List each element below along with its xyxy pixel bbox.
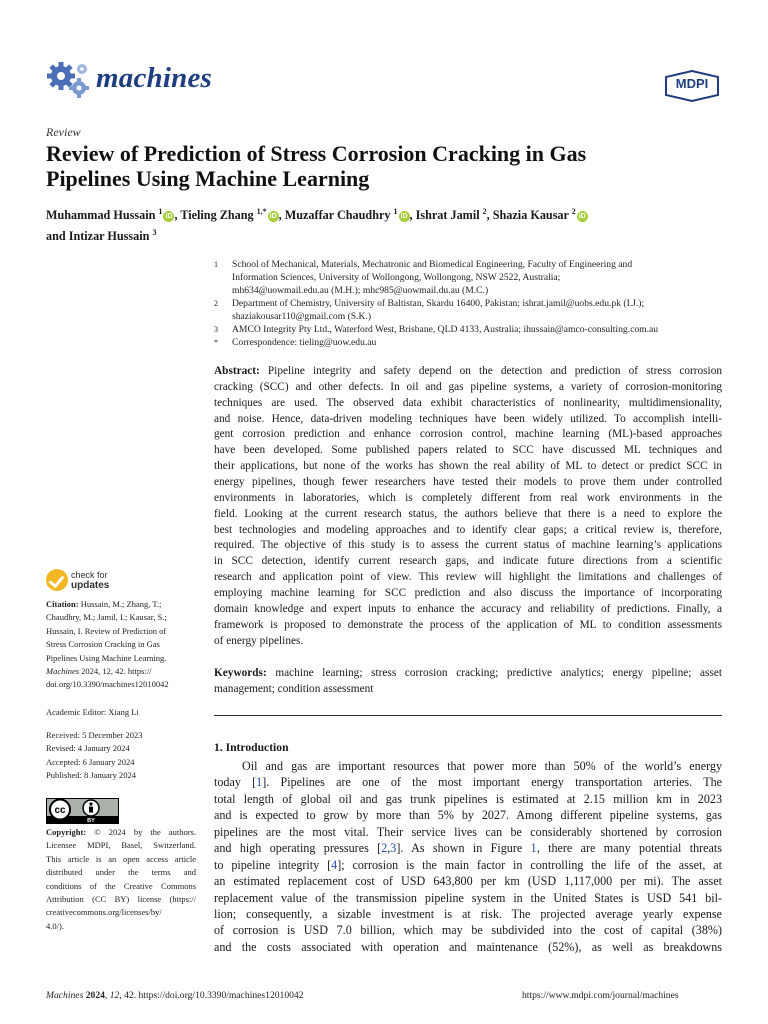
body-line: Oil and gas are important resources that power more than 50% of the world’s energy — [242, 759, 722, 773]
copyright-line: This article is an open access article — [46, 853, 196, 864]
copyright-line — [46, 826, 196, 839]
body-line — [214, 840, 722, 856]
body-text: to pipeline integrity [ — [214, 857, 332, 872]
author-name[interactable]: Muzaffar Chaudhry — [284, 208, 391, 223]
abstract-line: gent corrosion prediction and enhance corrosion control, machine learning (ML)-based approaches — [214, 428, 722, 441]
orcid-icon[interactable]: iD — [578, 213, 586, 221]
abstract-line: employing machine learning for SCC prediction and also discuss the importance of incorporating — [214, 587, 722, 600]
check-updates-line: updates — [71, 580, 110, 591]
abstract-line: have been developed. Some published papers related to SCC have discussed ML techniques and — [214, 444, 722, 457]
body-text: ]. As shown in Figure — [396, 841, 531, 856]
orcid-icon[interactable]: iD — [400, 213, 408, 221]
check-updates-line: check for — [71, 570, 108, 580]
affiliation-mark: 3 — [214, 325, 218, 334]
affiliation-sup: 3 — [152, 228, 157, 238]
citation-line: Hussain, I. Review of Prediction of — [46, 625, 167, 636]
correspondence-line[interactable]: Correspondence: tieling@uow.edu.au — [232, 337, 377, 348]
affiliation-mark: 2 — [214, 299, 218, 308]
affiliation-item — [214, 323, 734, 336]
author-name[interactable]: Ishrat Jamil — [415, 208, 480, 223]
affiliation-mark: 1 — [214, 260, 218, 269]
citation-text: 2024, 12, 42. https:// — [79, 666, 152, 677]
author-list — [46, 203, 736, 245]
keywords-line: management; condition assessment — [214, 683, 374, 695]
body-text: today [ — [214, 775, 257, 790]
body-line: of corrosion is USD 7.0 billion, which may be subdivided into the cost of capital (38%) — [214, 923, 722, 938]
mdpi-logo — [664, 70, 720, 102]
body-line: total length of global oil and gas trunk pipelines is estimated at 2.15 million km in 2023 — [214, 791, 722, 806]
copyright-line: distributed under the terms and — [46, 867, 196, 878]
journal-name: machines — [96, 62, 212, 94]
mdpi-logo-text: MDPI — [675, 76, 709, 91]
abstract-line: domain knowledge and expert inputs to enhance the accuracy and reliability of predictions. Finally, a — [214, 602, 722, 615]
copyright-line[interactable]: creativecommons.org/licenses/by/ — [46, 907, 162, 918]
author-name[interactable]: and Intizar Hussain — [46, 229, 150, 244]
citation-text: Hussain, M.; Zhang, T.; — [78, 599, 162, 609]
date-revised: Revised: 4 January 2024 — [46, 743, 130, 754]
body-line: and is expected to grow by more than 5% by 2027. Among different pipeline systems, gas — [214, 808, 722, 823]
body-text: and high operating pressures [ — [214, 841, 382, 856]
abstract-line — [214, 364, 722, 380]
by-text: BY — [87, 818, 95, 824]
journal-gear-logo — [46, 58, 94, 100]
abstract-label: Abstract: — [214, 365, 260, 377]
affiliation-line: School of Mechanical, Materials, Mechatronic and Biomedical Engineering, Faculty of Engineering and — [232, 259, 633, 270]
cc-by-license-icon[interactable] — [46, 798, 119, 824]
footer-citation[interactable]: Machines 2024, 12, 42. https://doi.org/10.3390/machines12010042 — [46, 990, 304, 1001]
date-accepted: Accepted: 6 January 2024 — [46, 756, 135, 767]
title-line: Pipelines Using Machine Learning — [46, 166, 370, 191]
body-line: replacement value of the transmission pipeline system in the United States is USD 541 bil- — [214, 890, 722, 905]
keywords-line — [214, 665, 722, 681]
keywords-text: machine learning; stress corrosion cracking; predictive analytics; energy pipeline; asset — [266, 667, 722, 679]
abstract-line: best technologies and modeling approaches and to identify clear gaps; a critical review is, therefore, — [214, 523, 722, 536]
abstract — [214, 364, 722, 649]
abstract-line: cracking (SCC) and other defects. In oil and gas pipeline systems, a variety of corrosion-monitoring — [214, 380, 722, 393]
reference-link[interactable]: 1 — [256, 775, 263, 790]
abstract-line: research and application point of view. This review will highlight the limitations and challenges of — [214, 571, 722, 584]
reference-link[interactable]: 3 — [390, 841, 397, 856]
orcid-icon[interactable]: iD — [165, 213, 173, 221]
affiliation-line[interactable]: Department of Chemistry, University of Baltistan, Skardu 16400, Pakistan; ishrat.jamil@uobs.edu.pk (I.J.); — [232, 298, 645, 309]
affiliation-item — [214, 258, 734, 297]
abstract-line: required. The objective of this study is to assess the current status of machine learning’s applications — [214, 539, 722, 552]
check-updates-text — [71, 570, 109, 591]
affiliation-line[interactable]: AMCO Integrity Pty Ltd., Waterford West, Brisbane, QLD 4133, Australia; ihussain@amco-consulting.com.au — [232, 324, 659, 335]
citation-line — [46, 665, 198, 678]
citation-journal: Machines — [46, 666, 80, 677]
footer-journal-url[interactable]: https://www.mdpi.com/journal/machines — [522, 990, 679, 1001]
correspondence-item — [214, 336, 734, 349]
keywords — [214, 665, 722, 697]
body-text: ]; corrosion is the main factor in controlling the life of the asset, at — [337, 857, 722, 872]
abstract-line: of energy pipelines. — [214, 634, 304, 647]
citation-line: Stress Corrosion Cracking in Gas — [46, 639, 160, 650]
body-line — [214, 774, 722, 790]
copyright-line: conditions of the Creative Commons — [46, 880, 196, 891]
reference-link[interactable]: 2 — [381, 841, 388, 856]
affiliation-line: Information Sciences, University of Wollongong, Wollongong, NSW 2522, Australia; — [232, 272, 561, 283]
body-line: lion; consequently, a sizable investment is at risk. The projected average yearly expense — [214, 906, 722, 921]
introduction-body — [214, 758, 722, 955]
body-text: , — [387, 841, 391, 856]
academic-editor: Academic Editor: Xiang Li — [46, 707, 139, 717]
reference-link[interactable]: 4 — [331, 857, 338, 872]
copyright-block — [46, 826, 196, 933]
date-received: Received: 5 December 2023 — [46, 730, 143, 740]
section-divider — [214, 715, 722, 716]
author-line — [46, 203, 736, 224]
affiliation-item — [214, 297, 734, 323]
abstract-line: environments in laboratories, which is completely different from real work environments in the — [214, 491, 722, 504]
footer-journal: Machines — [46, 990, 84, 1001]
keywords-label: Keywords: — [214, 667, 267, 679]
body-text: ]. Pipelines are one of the most important energy transportation arteries. The — [262, 775, 722, 790]
body-text: , there are many potential threats — [536, 841, 722, 856]
citation-line — [46, 598, 198, 611]
affiliation-email-line[interactable]: mh634@uowmail.edu.au (M.H.); mhc985@uowmail.du.au (M.C.) — [232, 285, 489, 296]
abstract-text: Pipeline integrity and safety depend on the detection and prediction of stress corrosion — [259, 365, 722, 377]
abstract-line: energy pipelines, though fewer researchers have tested their models to prove them under controlled — [214, 476, 722, 489]
author-name[interactable]: Tieling Zhang — [180, 208, 254, 223]
body-line: an estimated replacement cost of USD 643,800 per km (USD 1,117,000 per mi). The asset — [214, 874, 722, 889]
affiliations — [214, 258, 734, 349]
footer-year: 2024 — [85, 990, 105, 1001]
affiliation-sup: 1,* — [256, 207, 267, 216]
orcid-icon[interactable]: iD — [269, 213, 277, 221]
separator: , — [409, 208, 416, 223]
body-line — [214, 857, 722, 873]
separator: , — [486, 208, 493, 223]
figure-link[interactable]: 1 — [530, 841, 537, 856]
section-heading: 1. Introduction — [214, 741, 289, 754]
body-line: and the costs associated with operation and maintenance (52%), as well as breakdowns — [214, 939, 722, 954]
citation-block — [46, 598, 198, 692]
publication-dates — [46, 729, 198, 783]
copyright-line[interactable]: 4.0/). — [46, 920, 64, 931]
abstract-line: field. Looking at the current research status, the authors believe that there is a need to explore the — [214, 507, 722, 520]
citation-line: Pipelines Using Machine Learning. — [46, 652, 167, 663]
author-name[interactable]: Muhammad Hussain — [46, 208, 156, 223]
article-type: Review — [46, 125, 81, 139]
cc-text: cc — [54, 805, 66, 816]
abstract-line: in SCC detection, identify current research gaps, and indicate future directions from a scientific — [214, 555, 722, 568]
affiliation-email-line[interactable]: shaziakousar110@gmail.com (S.K.) — [232, 311, 372, 322]
affiliation-sup: 1 — [158, 207, 163, 216]
copyright-text: © 2024 by the authors. — [86, 827, 196, 837]
citation-line: Chaudhry, M.; Jamil, I.; Kausar, S.; — [46, 612, 167, 623]
separator: , — [174, 208, 181, 223]
body-line: pipelines are the most vital. Their service lives can be considerably shortened by corrosion — [214, 824, 722, 839]
citation-doi-link[interactable]: doi.org/10.3390/machines12010042 — [46, 679, 169, 690]
abstract-line: framework is proposed to demonstrate the process of the application of ML to condition assessments — [214, 618, 722, 631]
footer-doi: , 42. https://doi.org/10.3390/machines12010042 — [119, 990, 304, 1001]
copyright-label: Copyright: — [46, 827, 87, 837]
checkmark-icon — [46, 569, 68, 591]
footer-volume: 12 — [109, 990, 120, 1001]
separator: , — [278, 208, 285, 223]
copyright-line[interactable]: Attribution (CC BY) license (https:// — [46, 894, 196, 905]
abstract-line: and noise. Hence, data-driven modeling techniques have been widely utilized. To accomplish intelli- — [214, 412, 722, 425]
author-line — [46, 224, 736, 245]
abstract-line: techniques are used. The observed data exhibit characteristics of nonlinearity, multidimensionality, — [214, 396, 722, 409]
check-for-updates-badge[interactable] — [46, 569, 156, 595]
author-name[interactable]: Shazia Kausar — [492, 208, 569, 223]
title-line: Review of Prediction of Stress Corrosion Cracking in Gas — [46, 141, 587, 166]
copyright-line: Licensee MDPI, Basel, Switzerland. — [46, 840, 196, 851]
affiliation-mark: * — [214, 338, 218, 347]
affiliation-sup: 2 — [571, 207, 576, 216]
affiliation-sup: 2 — [482, 207, 487, 216]
paper-title — [46, 141, 736, 191]
citation-label: Citation: — [46, 599, 79, 609]
affiliation-sup: 1 — [393, 207, 398, 216]
abstract-line: their applications, but none of the works has shown the real ability of ML to detect or predict SCC in — [214, 460, 722, 473]
date-published: Published: 8 January 2024 — [46, 770, 136, 781]
